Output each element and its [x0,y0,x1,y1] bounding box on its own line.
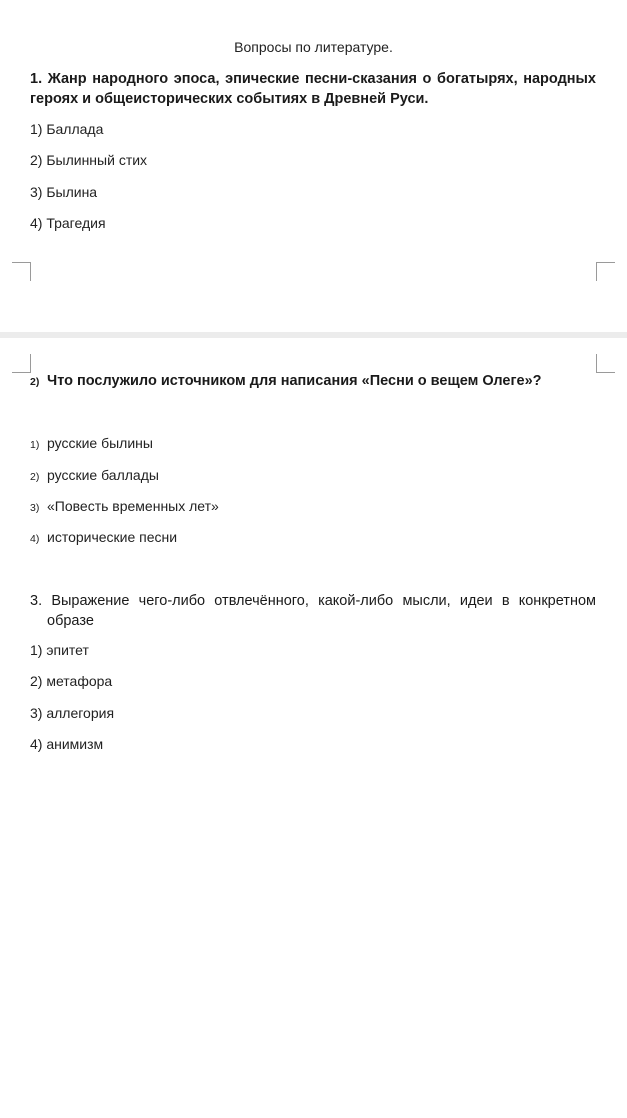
question-2-option-1-number: 1) [30,439,40,451]
question-2-option-3 [30,498,219,514]
question-2-option-2-number: 2) [30,471,40,483]
question-1-option-2: 2) Былинный стих [30,152,148,168]
question-3 [30,591,596,631]
page-corner-mark-bottom-left [12,262,31,281]
question-3-number: 3. [30,593,43,609]
page-corner-mark-bottom-right [596,262,615,281]
question-2-option-3-text: «Повесть временных лет» [47,498,219,514]
question-2-number: 2) [30,376,40,388]
question-2-option-4-number: 4) [30,533,40,545]
question-2-option-4-text: исторические песни [47,529,178,545]
question-3-option-4: 4) анимизм [30,736,104,752]
question-2-option-2-text: русские баллады [47,467,159,483]
page-corner-mark-top-right [596,354,615,373]
page-1 [0,0,627,332]
question-2-option-3-number: 3) [30,502,40,514]
question-3-option-3: 3) аллегория [30,705,115,721]
question-1-text: Жанр народного эпоса, эпические песни-сказания о богатырях, народных героях и общеисторических событиях в Древней Руси. [30,71,596,107]
question-2 [30,371,596,392]
question-2-option-1 [30,435,153,451]
page-corner-mark-top-left [12,354,31,373]
page-2 [0,338,627,1118]
question-2-option-2 [30,467,159,483]
document-title: Вопросы по литературе. [234,39,393,55]
question-2-text: Что послужило источником для написания «Песни о вещем Олеге»? [47,373,542,389]
question-1-option-4: 4) Трагедия [30,215,106,231]
question-3-option-1: 1) эпитет [30,642,89,658]
question-1-option-3: 3) Былина [30,184,98,200]
question-3-text: Выражение чего-либо отвлечённого, какой-либо мысли, идеи в конкретном образе [47,593,596,629]
question-1-option-1: 1) Баллада [30,121,104,137]
question-1 [30,69,596,109]
question-3-option-2: 2) метафора [30,673,113,689]
question-2-option-4 [30,529,177,545]
question-2-option-1-text: русские былины [47,435,153,451]
question-1-number: 1. [30,71,43,87]
